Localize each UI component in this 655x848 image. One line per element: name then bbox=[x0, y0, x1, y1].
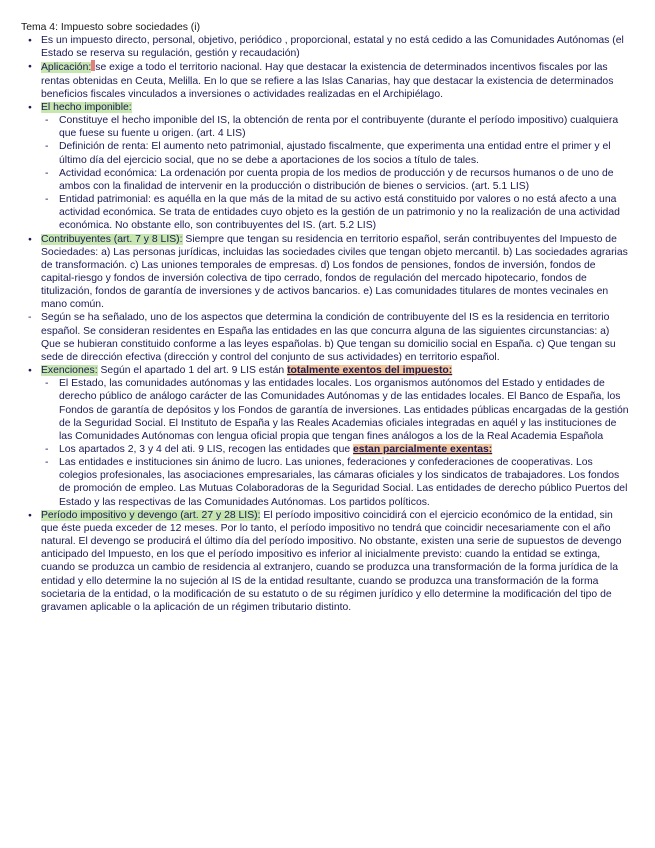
list-item-exenciones bbox=[21, 364, 631, 377]
list-item-aplicacion bbox=[21, 60, 631, 100]
list-item-intro bbox=[21, 34, 631, 60]
residencia-item: - Según se ha señalado, uno de los aspectos que determina la condición de contribuyente del IS es la residencia en territorio español. Se consideran residentes en España las entidades en las que concurra alguna de las siguientes circunstancias: a) Que se hubieran constituido conforme a las leyes españolas. b) Que tengan su domicilio social en España. c) Que tengan su sede de dirección efectiva (dirección y control del conjunto de sus actividades) en territorio español. bbox=[21, 311, 631, 364]
intro-text: Es un impuesto directo, personal, objetivo, periódico , proporcional, estatal y no está cedido a las Comunidades Autónomas (el Estado se reserva su regulación, gestión y recaudación) bbox=[41, 35, 624, 60]
exentos-highlight: totalmente exentos del impuesto: bbox=[287, 365, 453, 377]
hecho-item: - Constituye el hecho imponible del IS, la obtención de renta por el contribuyente (durante el período impositivo) cualquiera que fuese su fuente u origen. (art. 4 LIS) bbox=[21, 114, 631, 140]
exenciones-item: - El Estado, las comunidades autónomas y las entidades locales. Los organismos autónomos del Estado y entidades de derecho público de análogo carácter de las Comunidades Autónomas y de las entidades locales. El Banco de España, los Fondos de garantía de depósitos y los Fondos de garantía de inversiones. Las entidades públicas encargadas de la gestión de la Seguridad Social. El Instituto de España y las Reales Academias oficiales integradas en aquél y las instituciones de las Comunidades Autónomas con lengua oficial propia que tengan fines análogos a los de la Real Academia Española bbox=[21, 377, 631, 443]
aplicacion-text: se exige a todo el territorio nacional. Hay que destacar la existencia de determinados incentivos fiscales por las rentas obtenidas en Ceuta, Melilla. En lo que se refiere a las Islas Canarias, hay que destacar la existencia de determinados beneficios fiscales vinculados a inversiones o actividades realizadas en el Archipiélago. bbox=[41, 62, 614, 100]
parcial-detail-item: - Las entidades e instituciones sin ánimo de lucro. Las uniones, federaciones y confederaciones de cooperativas. Los colegios profesionales, las asociaciones empresariales, las cámaras oficiales y los sindicatos de trabajadores. Los fondos de promoción de empleo. Las Mutuas Colaboradoras de la Seguridad Social. Las entidades de derecho público Puertos del Estado y las respectivas de las Comunidades Autónomas. Los partidos políticos. bbox=[21, 456, 631, 509]
parcial-item bbox=[21, 443, 631, 456]
hecho-item: - Actividad económica: La ordenación por cuenta propia de los medios de producción y de recursos humanos o de uno de ambos con la finalidad de intervenir en la producción o distribución de bienes o servicios. (art. 5.1 LIS) bbox=[21, 167, 631, 193]
periodo-text: El período impositivo coincidirá con el ejercicio económico de la entidad, sin que éste pueda exceder de 12 meses. Por lo tanto, el período impositivo no tendrá que coincidir necesariamente con el año natural. El devengo se producirá el último día del período impositivo. No obstante, existen una serie de supuestos de devengo anticipado del Impuesto, en los que el período impositivo es inferior al inicialmente previsto: cuando la entidad se extinga, cuando se produzca un cambio de residencia al extranjero, cuando se produzca una transformación de la forma jurídica de la entidad y ello determine la no sujeción al IS de la entidad resultante, cuando se produzca una transformación de la forma societaria de la entidad, o la modificación de su estatuto o de su régimen jurídico y ello determine la modificación del tipo de gravamen aplicable o la aplicación de un régimen tributario distinto. bbox=[41, 509, 622, 613]
hecho-label: El hecho imponible: bbox=[41, 101, 132, 113]
periodo-label: Período impositivo y devengo (art. 27 y 28 LIS): bbox=[41, 509, 261, 521]
main-list bbox=[21, 34, 631, 614]
aplicacion-label: Aplicación: bbox=[41, 62, 92, 74]
hecho-item: - Definición de renta: El aumento neto patrimonial, ajustado fiscalmente, que experimenta una entidad entre el primer y el último día del ejercicio social, que no se debe a aportaciones de los socios a título de tales. bbox=[21, 140, 631, 166]
hecho-item: - Entidad patrimonial: es aquélla en la que más de la mitad de su activo está constituido por valores o no está afecto a una actividad económica. Se trata de entidades cuyo objeto es la gestión de un patrimonio y no la realización de una actividad económica. No obstante ello, son contribuyentes del IS. (art. 5.2 LIS) bbox=[21, 193, 631, 232]
parcial-highlight: estan parcialmente exentas: bbox=[353, 444, 493, 455]
exenciones-text: Según el apartado 1 del art. 9 LIS están bbox=[100, 365, 285, 377]
list-item-hecho bbox=[21, 101, 631, 114]
parcial-text: Los apartados 2, 3 y 4 del ati. 9 LIS, recogen las entidades que bbox=[59, 444, 351, 455]
exenciones-label: Exenciones: bbox=[41, 365, 98, 377]
contribuyentes-text: Siempre que tengan su residencia en territorio español, serán contribuyentes del Impuesto de Sociedades: a) Las personas jurídicas, incluidas las sociedades civiles que tengan objeto mercantil. b) Las sociedades agrarias de transformación. c) Las uniones temporales de empresas. d) Los fondos de pensiones, fondos de inversión, fondos de capital-riesgo y fondos de inversión colectiva de tipo cerrado, fondos de regulación del mercado hipotecario, fondos de titulización, fondos de garantía de inversiones y de activos bancarios. e) Las comunidades titulares de montes vecinales en mano común. bbox=[41, 233, 628, 311]
document-title: Tema 4: Impuesto sobre sociedades (i) bbox=[21, 22, 201, 33]
list-item-periodo bbox=[21, 509, 631, 614]
list-item-contribuyentes bbox=[21, 233, 631, 312]
contribuyentes-label: Contribuyentes (art. 7 y 8 LIS): bbox=[41, 233, 183, 245]
